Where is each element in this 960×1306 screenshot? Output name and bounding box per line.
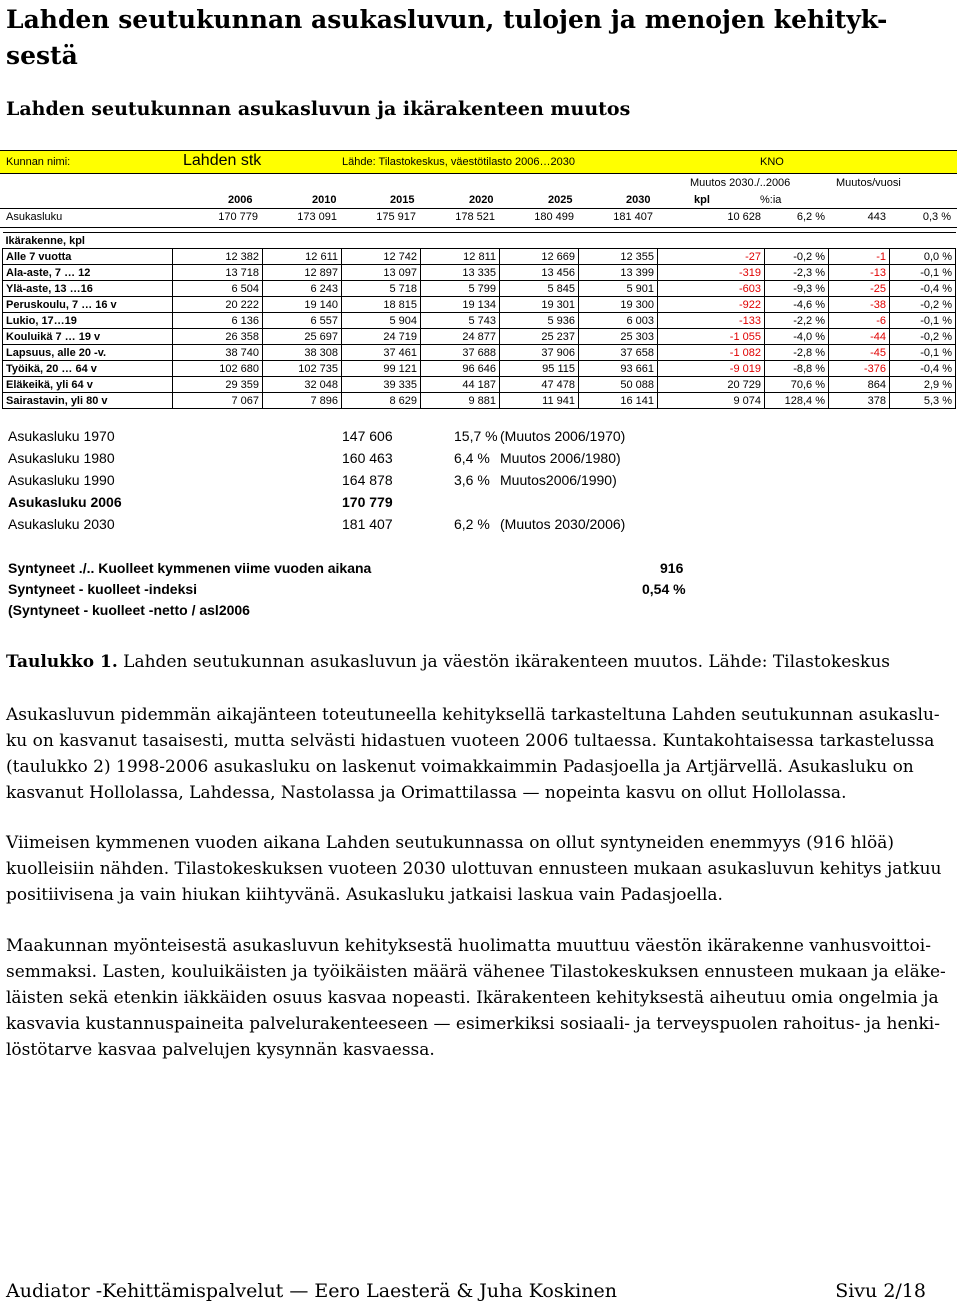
- year-header: 2025: [548, 194, 573, 206]
- summary-label: Asukasluku 1970: [8, 428, 115, 444]
- population-change: 10 628: [727, 211, 761, 223]
- population-value: 170 779: [218, 211, 258, 223]
- year-value: 8 629: [342, 393, 421, 409]
- unit-kpl: kpl: [694, 194, 710, 206]
- table-row: [3, 361, 956, 377]
- summary-block: [8, 428, 708, 538]
- summary-note: Muutos 2006/1980): [500, 450, 621, 466]
- change-pct: 70,6 %: [765, 377, 829, 393]
- row-label: Ylä-aste, 13 …16: [3, 281, 173, 297]
- year-value: 95 115: [500, 361, 579, 377]
- change-pct: -2,3 %: [765, 265, 829, 281]
- year-value: 38 308: [263, 345, 342, 361]
- year-value: 6 003: [579, 313, 658, 329]
- change-pct: -8,8 %: [765, 361, 829, 377]
- change-value: -922: [658, 297, 765, 313]
- summary-pct: 15,7 %: [454, 428, 498, 444]
- change-pct: -0,2 %: [765, 249, 829, 265]
- age-header: Ikärakenne, kpl: [3, 233, 956, 249]
- age-structure-table: [2, 232, 956, 409]
- summary-row: [8, 516, 708, 538]
- year-value: 5 904: [342, 313, 421, 329]
- year-value: 7 067: [173, 393, 263, 409]
- year-value: 6 504: [173, 281, 263, 297]
- year-value: 25 237: [500, 329, 579, 345]
- per-year-value: -45: [829, 345, 890, 361]
- year-value: 12 382: [173, 249, 263, 265]
- year-value: 6 136: [173, 313, 263, 329]
- population-value: 173 091: [297, 211, 337, 223]
- year-value: 5 718: [342, 281, 421, 297]
- year-value: 6 557: [263, 313, 342, 329]
- table-row: [3, 281, 956, 297]
- year-value: 13 097: [342, 265, 421, 281]
- summary-pct: 6,2 %: [454, 516, 490, 532]
- population-value: 181 407: [613, 211, 653, 223]
- change-year-header: Muutos/vuosi: [836, 177, 901, 189]
- change-pct: -2,8 %: [765, 345, 829, 361]
- per-year-pct: 0,0 %: [890, 249, 956, 265]
- summary-note: (Muutos 2006/1970): [500, 428, 626, 444]
- per-year-pct: 2,9 %: [890, 377, 956, 393]
- year-value: 19 140: [263, 297, 342, 313]
- population-row: [0, 208, 957, 228]
- table-row: [3, 329, 956, 345]
- year-value: 96 646: [421, 361, 500, 377]
- column-header: [0, 174, 957, 208]
- per-year-value: -25: [829, 281, 890, 297]
- year-value: 11 941: [500, 393, 579, 409]
- year-value: 26 358: [173, 329, 263, 345]
- year-value: 37 461: [342, 345, 421, 361]
- population-table: [0, 150, 957, 407]
- per-year-value: -13: [829, 265, 890, 281]
- summary-value: 181 407: [342, 516, 393, 532]
- kunta-header: [0, 150, 957, 174]
- change-value: -1 055: [658, 329, 765, 345]
- year-value: 50 088: [579, 377, 658, 393]
- year-value: 13 718: [173, 265, 263, 281]
- page-number: Sivu 2/18: [835, 1280, 926, 1302]
- year-value: 19 134: [421, 297, 500, 313]
- per-year-value: -1: [829, 249, 890, 265]
- summary-row: [8, 428, 708, 450]
- year-value: 37 906: [500, 345, 579, 361]
- births-value: 916: [660, 560, 684, 576]
- change-value: 20 729: [658, 377, 765, 393]
- unit-pct: %:ia: [760, 194, 782, 206]
- table-row: [3, 393, 956, 409]
- paragraph: Maakunnan myönteisestä asukasluvun kehityksestä huolimatta muuttuu väestön ikärakenne vanhusvoittoi-semmaksi. Lasten, kouluikäisten ja työikäisten määrä vähenee Tilastokeskuksen ennusteen mukaan ja eläke-läisten sekä etenkin iäkkäiden osuus kasvaa nopeasti. Ikärakenteen kehityksestä aiheutuu omia ongelmia ja kasvavia kustannuspaineita palvelurakenteeseen — esimerkiksi sosiaali- ja terveyspuolen rahoitus- ja henki-löstötarve kasvaa palvelujen kysynnän kasvaessa.: [6, 936, 946, 1060]
- year-value: 12 742: [342, 249, 421, 265]
- per-year-pct: -0,2 %: [890, 329, 956, 345]
- summary-value: 170 779: [342, 494, 393, 510]
- summary-label: Asukasluku 1980: [8, 450, 115, 466]
- table-row: [3, 345, 956, 361]
- change-value: -27: [658, 249, 765, 265]
- summary-value: 147 606: [342, 428, 393, 444]
- year-value: 18 815: [342, 297, 421, 313]
- row-label: Lapsuus, alle 20 -v.: [3, 345, 173, 361]
- year-value: 47 478: [500, 377, 579, 393]
- year-value: 102 680: [173, 361, 263, 377]
- population-per-year-pct: 0,3 %: [922, 211, 951, 223]
- table-caption: [6, 652, 890, 672]
- year-value: 37 688: [421, 345, 500, 361]
- year-value: 99 121: [342, 361, 421, 377]
- table-row: [3, 313, 956, 329]
- year-value: 12 611: [263, 249, 342, 265]
- year-value: 12 669: [500, 249, 579, 265]
- paragraph: Viimeisen kymmenen vuoden aikana Lahden seutukunnassa on ollut syntyneiden enemmyys (916 hlöä) kuolleisiin nähden. Tilastokeskuksen vuoteen 2030 ulottuvan ennusteen mukaan asukasluvun kehitys jatkuu positiivisena ja vain hiukan kiihtyvänä. Asukasluku jatkaisi laskua vain Padasjoella.: [6, 833, 942, 905]
- year-value: 5 743: [421, 313, 500, 329]
- summary-label: Asukasluku 2006: [8, 494, 122, 510]
- change-value: -9 019: [658, 361, 765, 377]
- row-label: Peruskoulu, 7 … 16 v: [3, 297, 173, 313]
- change-value: -1 082: [658, 345, 765, 361]
- footer-authors: Audiator -Kehittämispalvelut — Eero Laesterä & Juha Koskinen: [6, 1280, 617, 1302]
- kunta-label: Kunnan nimi:: [6, 156, 71, 168]
- summary-row: [8, 472, 708, 494]
- year-value: 12 355: [579, 249, 658, 265]
- year-header: 2006: [228, 194, 253, 206]
- year-value: 9 881: [421, 393, 500, 409]
- year-value: 13 335: [421, 265, 500, 281]
- caption-label: Taulukko 1.: [6, 652, 118, 672]
- change-pct: -4,0 %: [765, 329, 829, 345]
- per-year-value: -376: [829, 361, 890, 377]
- population-value: 180 499: [534, 211, 574, 223]
- population-value: 178 521: [455, 211, 495, 223]
- population-change-pct: 6,2 %: [796, 211, 825, 223]
- summary-label: Asukasluku 2030: [8, 516, 115, 532]
- index-line: Syntyneet - kuolleet -indeksi: [8, 581, 198, 597]
- year-header: 2020: [469, 194, 494, 206]
- year-value: 39 335: [342, 377, 421, 393]
- kunta-name: Lahden stk: [183, 152, 262, 169]
- row-label: Ala-aste, 7 … 12: [3, 265, 173, 281]
- section-subtitle: Lahden seutukunnan asukasluvun ja ikärakenteen muutos: [6, 98, 631, 120]
- row-label: Eläkeikä, yli 64 v: [3, 377, 173, 393]
- per-year-pct: -0,4 %: [890, 281, 956, 297]
- source-note: Lähde: Tilastokeskus, väestötilasto 2006…2030: [342, 156, 575, 168]
- year-value: 32 048: [263, 377, 342, 393]
- kno-label: KNO: [760, 156, 784, 168]
- year-header: 2015: [390, 194, 415, 206]
- year-value: 24 719: [342, 329, 421, 345]
- page-title: Lahden seutukunnan asukasluvun, tulojen ja menojen kehityk-sestä: [6, 5, 888, 70]
- summary-note: Muutos2006/1990): [500, 472, 617, 488]
- population-label: Asukasluku: [6, 211, 63, 223]
- change-value: 9 074: [658, 393, 765, 409]
- per-year-pct: -0,1 %: [890, 345, 956, 361]
- row-label: Alle 7 vuotta: [3, 249, 173, 265]
- year-value: 93 661: [579, 361, 658, 377]
- year-value: 38 740: [173, 345, 263, 361]
- table-row: [3, 249, 956, 265]
- births-line: Syntyneet ./.. Kuolleet kymmenen viime vuoden aikana: [8, 560, 372, 576]
- per-year-pct: -0,1 %: [890, 313, 956, 329]
- year-value: 7 896: [263, 393, 342, 409]
- summary-row: [8, 494, 708, 516]
- year-value: 24 877: [421, 329, 500, 345]
- year-value: 6 243: [263, 281, 342, 297]
- year-value: 20 222: [173, 297, 263, 313]
- table-row: [3, 297, 956, 313]
- summary-value: 160 463: [342, 450, 393, 466]
- paragraph: Asukasluvun pidemmän aikajänteen toteutuneella kehityksellä tarkasteltuna Lahden seutukunnan asukaslu-ku on kasvanut tasaisesti, mutta selvästi hidastuen vuoteen 2006 tultaessa. Kuntakohtaisessa tarkastelussa (taulukko 2) 1998-2006 asukasluku on laskenut voimakkaimmin Padasjoella ja Artjärvellä. Asukasluku on kasvanut Hollolassa, Lahdessa, Nastolassa ja Orimattilassa — nopeinta kasvu on ollut Hollolassa.: [6, 705, 940, 803]
- summary-label: Asukasluku 1990: [8, 472, 115, 488]
- year-value: 5 845: [500, 281, 579, 297]
- year-value: 5 901: [579, 281, 658, 297]
- caption-text: Lahden seutukunnan asukasluvun ja väestön ikärakenteen muutos. Lähde: Tilastokeskus: [117, 652, 891, 672]
- per-year-pct: -0,4 %: [890, 361, 956, 377]
- per-year-value: -44: [829, 329, 890, 345]
- population-value: 175 917: [376, 211, 416, 223]
- year-value: 13 399: [579, 265, 658, 281]
- change-value: -133: [658, 313, 765, 329]
- year-value: 19 301: [500, 297, 579, 313]
- change-pct: -9,3 %: [765, 281, 829, 297]
- per-year-value: -38: [829, 297, 890, 313]
- per-year-pct: -0,2 %: [890, 297, 956, 313]
- year-value: 29 359: [173, 377, 263, 393]
- per-year-value: 378: [829, 393, 890, 409]
- index-value: 0,54 %: [642, 581, 686, 597]
- per-year-value: 864: [829, 377, 890, 393]
- net-line: (Syntyneet - kuolleet -netto / asl2006: [8, 602, 250, 618]
- year-value: 25 697: [263, 329, 342, 345]
- summary-pct: 6,4 %: [454, 450, 490, 466]
- row-label: Työikä, 20 … 64 v: [3, 361, 173, 377]
- change-pct: 128,4 %: [765, 393, 829, 409]
- year-value: 5 936: [500, 313, 579, 329]
- year-value: 44 187: [421, 377, 500, 393]
- change-pct: -2,2 %: [765, 313, 829, 329]
- year-header: 2010: [312, 194, 337, 206]
- births-deaths-block: [8, 560, 708, 623]
- summary-row: [8, 450, 708, 472]
- page-footer: [6, 1280, 926, 1302]
- year-value: 13 456: [500, 265, 579, 281]
- year-value: 12 811: [421, 249, 500, 265]
- per-year-pct: -0,1 %: [890, 265, 956, 281]
- summary-note: (Muutos 2030/2006): [500, 516, 626, 532]
- summary-pct: 3,6 %: [454, 472, 490, 488]
- table-row: [3, 377, 956, 393]
- year-value: 25 303: [579, 329, 658, 345]
- row-label: Sairastavin, yli 80 v: [3, 393, 173, 409]
- per-year-value: -6: [829, 313, 890, 329]
- row-label: Lukio, 17…19: [3, 313, 173, 329]
- year-value: 5 799: [421, 281, 500, 297]
- year-value: 19 300: [579, 297, 658, 313]
- change-value: -603: [658, 281, 765, 297]
- row-label: Kouluikä 7 … 19 v: [3, 329, 173, 345]
- table-row: [3, 265, 956, 281]
- change-value: -319: [658, 265, 765, 281]
- year-value: 16 141: [579, 393, 658, 409]
- summary-value: 164 878: [342, 472, 393, 488]
- year-value: 12 897: [263, 265, 342, 281]
- year-value: 37 658: [579, 345, 658, 361]
- year-value: 102 735: [263, 361, 342, 377]
- per-year-pct: 5,3 %: [890, 393, 956, 409]
- change-pct: -4,6 %: [765, 297, 829, 313]
- change-header: Muutos 2030./..2006: [690, 177, 791, 189]
- population-per-year: 443: [867, 211, 886, 223]
- year-header: 2030: [626, 194, 651, 206]
